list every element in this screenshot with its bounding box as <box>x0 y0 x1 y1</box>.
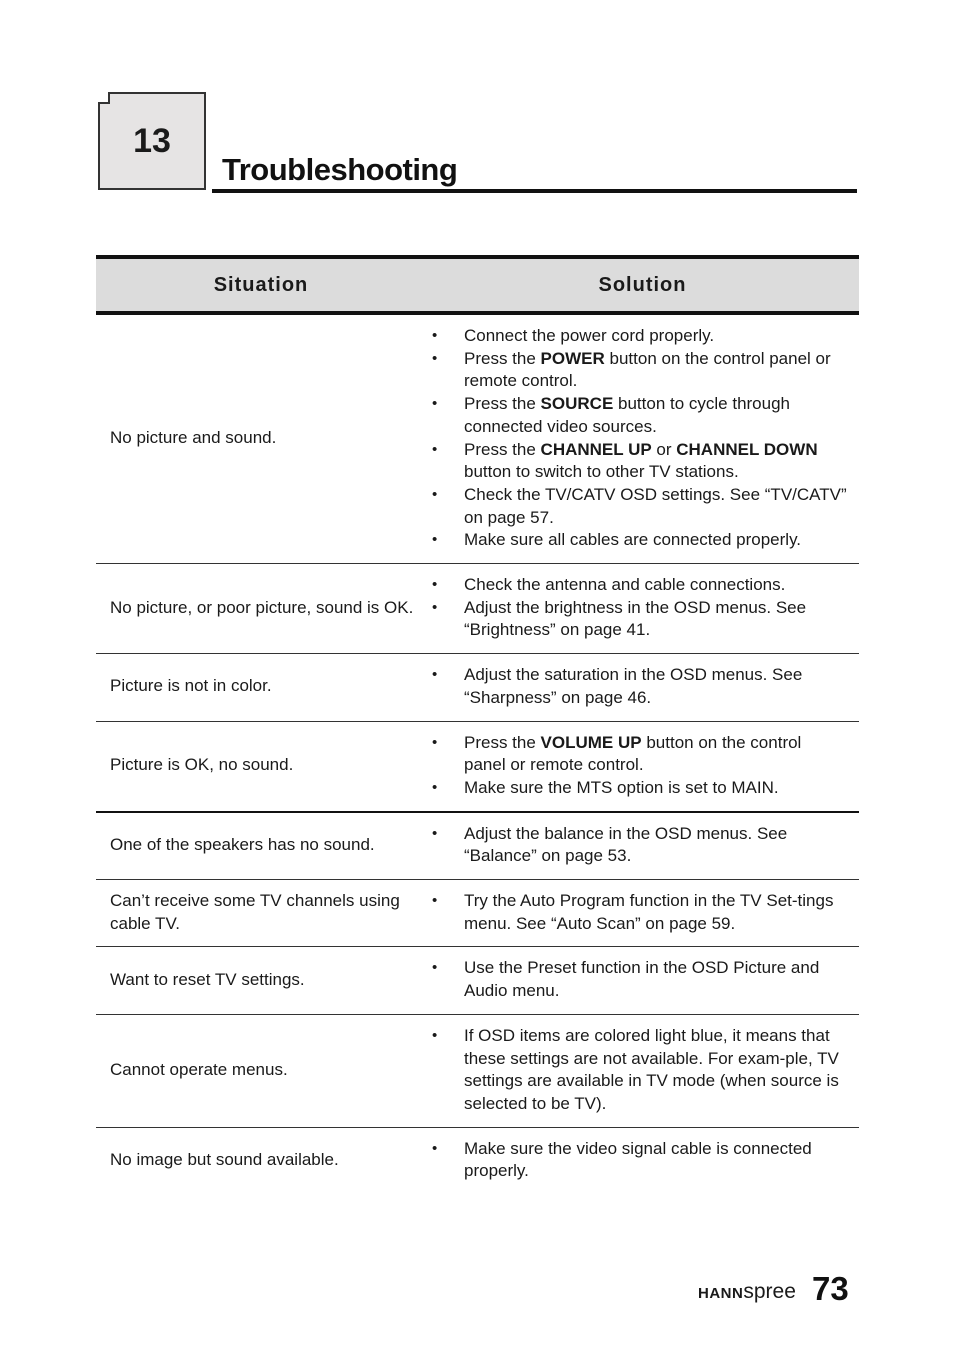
solution-list <box>426 957 847 1002</box>
solution-item <box>426 597 847 642</box>
situation-cell: Picture is OK, no sound. <box>96 721 426 812</box>
solution-item <box>426 529 847 552</box>
solution-cell <box>426 564 859 654</box>
solution-keyword: CHANNEL UP <box>540 439 652 459</box>
solution-item <box>426 325 847 348</box>
solution-text: button to switch to other TV stations. <box>464 462 739 482</box>
solution-text: Use the Preset function in the OSD Picture and Audio menu. <box>464 958 820 1001</box>
title-rule <box>212 189 857 193</box>
table-row <box>96 1014 859 1127</box>
situation-cell: Picture is not in color. <box>96 654 426 721</box>
solution-text: Check the antenna and cable connections. <box>464 575 786 595</box>
header-solution: Solution <box>426 257 859 313</box>
solution-item <box>426 393 847 438</box>
solution-text: button on the control panel or remote control. <box>464 732 802 775</box>
situation-cell: Want to reset TV settings. <box>96 947 426 1014</box>
solution-keyword: POWER <box>540 348 605 368</box>
table-row <box>96 313 859 564</box>
solution-cell <box>426 313 859 564</box>
solution-item <box>426 1025 847 1116</box>
solution-text: Adjust the saturation in the OSD menus. See “Sharpness” on page 46. <box>464 665 803 707</box>
solution-item <box>426 890 847 935</box>
solution-keyword: VOLUME UP <box>540 732 642 752</box>
page-number: 73 <box>812 1270 849 1307</box>
table-row <box>96 721 859 812</box>
solution-text: button on the control panel or remote control. <box>464 348 831 391</box>
brand-logo-light: spree <box>743 1280 796 1303</box>
situation-cell: Cannot operate menus. <box>96 1014 426 1127</box>
solution-text: Try the Auto Program function in the TV Set-tings menu. See “Auto Scan” on page 59. <box>464 891 834 933</box>
table-header-row <box>96 257 859 313</box>
solution-list <box>426 823 847 868</box>
solution-text: Press the <box>464 732 541 752</box>
solution-text: Connect the power cord properly. <box>464 326 715 345</box>
solution-list <box>426 890 847 935</box>
header-situation: Situation <box>96 257 426 313</box>
solution-item <box>426 484 847 529</box>
solution-text: Press the <box>464 439 541 459</box>
solution-list <box>426 1025 847 1116</box>
solution-text: Press the <box>464 348 541 368</box>
solution-list <box>426 732 847 800</box>
solution-cell <box>426 1014 859 1127</box>
situation-cell: No picture and sound. <box>96 313 426 564</box>
solution-text: Make sure all cables are connected properly. <box>464 530 802 550</box>
solution-list <box>426 325 847 552</box>
solution-cell <box>426 812 859 880</box>
solution-item <box>426 574 847 597</box>
table-row <box>96 1127 859 1194</box>
brand-logo-bold: HANN <box>698 1285 744 1302</box>
solution-item <box>426 439 847 484</box>
solution-item <box>426 664 847 709</box>
solution-text: Check the TV/CATV OSD settings. See “TV/CATV” on page 57. <box>464 484 847 527</box>
solution-list <box>426 1138 847 1183</box>
table-row <box>96 812 859 880</box>
chapter-badge-notch <box>98 92 110 104</box>
solution-text: Adjust the balance in the OSD menus. See “Balance” on page 53. <box>464 823 788 866</box>
situation-cell: No image but sound available. <box>110 1150 339 1170</box>
table-row <box>96 564 859 654</box>
situation-cell: Can’t receive some TV channels using cable TV. <box>96 880 426 947</box>
solution-item <box>426 823 847 868</box>
troubleshooting-table <box>96 255 859 1194</box>
solution-keyword: SOURCE <box>540 394 614 414</box>
table-row <box>96 947 859 1014</box>
situation-cell: One of the speakers has no sound. <box>96 812 426 880</box>
solution-text: button to cycle through connected video sources. <box>464 394 791 436</box>
situation-cell: No picture, or poor picture, sound is OK. <box>96 564 426 654</box>
solution-text: If OSD items are colored light blue, it means that these settings are not available. For exam-ple, TV settings are available in TV mode (when source is selected to be TV). <box>464 1025 839 1113</box>
solution-item <box>426 348 847 393</box>
solution-item <box>426 957 847 1002</box>
solution-text: Adjust the brightness in the OSD menus. See “Brightness” on page 41. <box>464 597 807 640</box>
table-body <box>96 313 859 1194</box>
solution-keyword: CHANNEL DOWN <box>676 439 818 459</box>
solution-cell <box>426 721 859 812</box>
solution-text: Make sure the MTS option is set to MAIN. <box>464 777 779 797</box>
chapter-number: 13 <box>133 122 171 160</box>
solution-text: or <box>651 439 677 459</box>
brand-logo <box>698 1280 796 1304</box>
table-row <box>96 880 859 947</box>
solution-item <box>426 1138 847 1183</box>
solution-cell <box>426 880 859 947</box>
solution-text: Press the <box>464 394 541 414</box>
solution-text: Make sure the video signal cable is connected properly. <box>464 1138 812 1181</box>
table-row <box>96 654 859 721</box>
solution-list <box>426 574 847 642</box>
solution-cell <box>426 654 859 721</box>
solution-cell <box>426 1127 859 1194</box>
chapter-badge <box>98 92 206 190</box>
solution-item <box>426 777 847 800</box>
page-title: Troubleshooting <box>222 152 458 187</box>
solution-cell <box>426 947 859 1014</box>
solution-item <box>426 732 847 777</box>
solution-list <box>426 664 847 709</box>
